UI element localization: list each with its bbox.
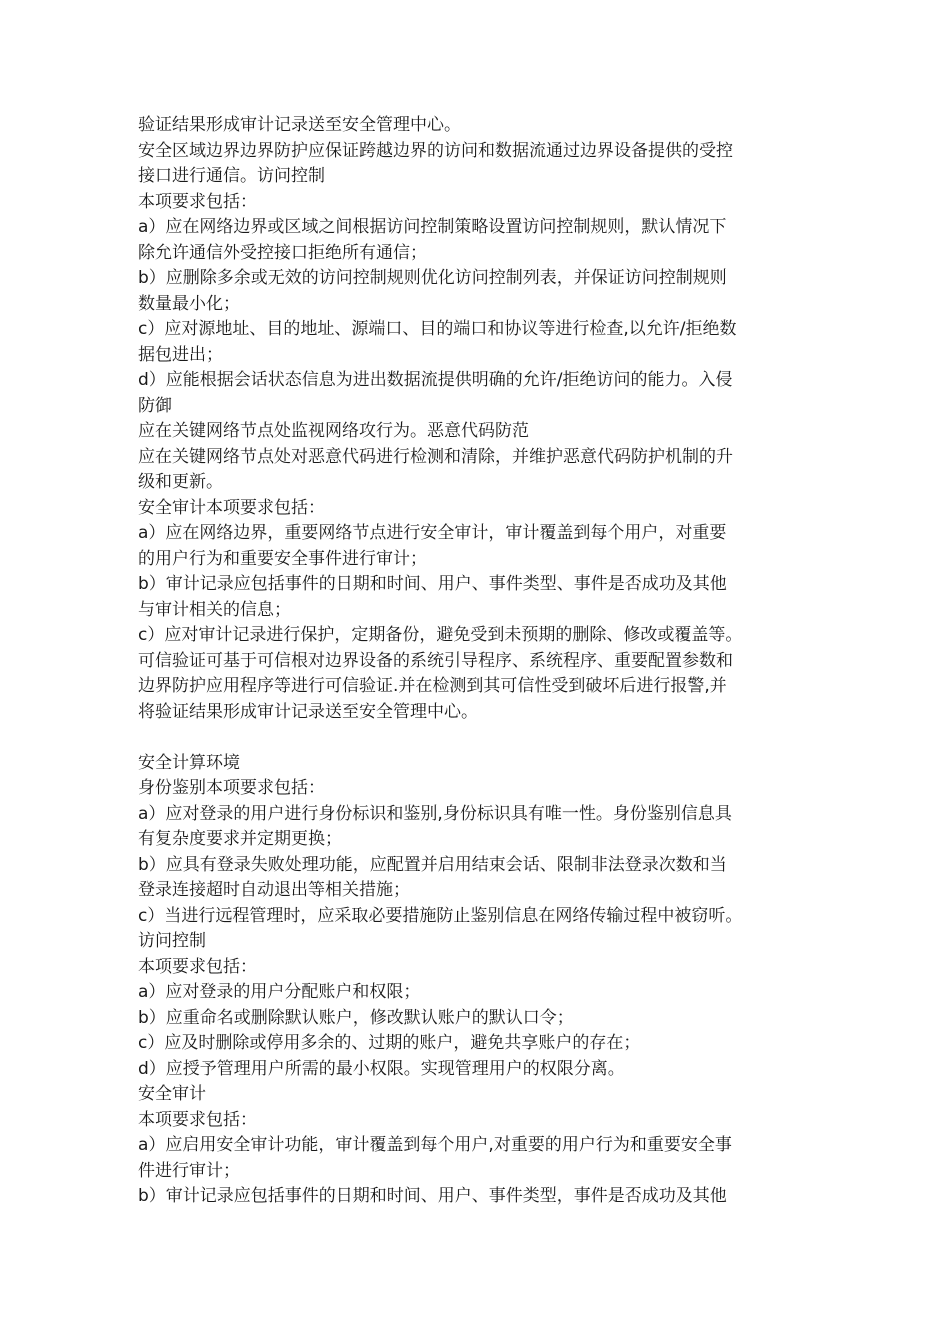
text-line: 与审计相关的信息； [138, 599, 291, 620]
text-line: 身份鉴别本项要求包括： [138, 778, 325, 798]
text-line: b）审计记录应包括事件的日期和时间、用户、事件类型、事件是否成功及其他 [138, 574, 727, 594]
text-line: 安全审计本项要求包括： [138, 497, 325, 518]
text-line: 应在关键网络节点处对恶意代码进行检测和清除，并维护恶意代码防护机制的升 [138, 446, 733, 467]
text-line: 安全审计 [138, 1084, 206, 1104]
text-line: b）审计记录应包括事件的日期和时间、用户、事件类型，事件是否成功及其他 [138, 1186, 727, 1206]
text-line: a）应对登录的用户进行身份标识和鉴别,身份标识具有唯一性。身份鉴别信息具 [138, 803, 732, 824]
section-boundary-security [138, 113, 818, 725]
text-line: c）当进行远程管理时，应采取必要措施防止鉴别信息在网络传输过程中被窃听。 [138, 905, 743, 926]
text-line: a）应在网络边界，重要网络节点进行安全审计，审计覆盖到每个用户，对重要 [138, 523, 727, 543]
text-line: 访问控制 [138, 931, 206, 951]
text-line: d）应授予管理用户所需的最小权限。实现管理用户的权限分离。 [138, 1058, 625, 1079]
text-line: 级和更新。 [138, 472, 223, 492]
text-line: 本项要求包括： [138, 1109, 257, 1130]
text-line: c）应及时删除或停用多余的、过期的账户，避免共享账户的存在； [138, 1033, 641, 1053]
text-line: 除允许通信外受控接口拒绝所有通信； [138, 242, 427, 263]
text-line: 接口进行通信。访问控制 [138, 166, 325, 186]
section-computing-environment [138, 751, 818, 1210]
text-line: a）应在网络边界或区域之间根据访问控制策略设置访问控制规则，默认情况下 [138, 217, 727, 237]
text-line: d）应能根据会话状态信息为进出数据流提供明确的允许/拒绝访问的能力。入侵 [138, 370, 733, 390]
paragraph-gap [138, 725, 818, 751]
text-line: 可信验证可基于可信根对边界设备的系统引导程序、系统程序、重要配置参数和 [138, 650, 733, 671]
text-line: 件进行审计； [138, 1160, 240, 1181]
text-line: 防御 [138, 395, 172, 416]
text-line: b）应删除多余或无效的访问控制规则优化访问控制列表，并保证访问控制规则 [138, 268, 727, 288]
document-page [138, 113, 818, 1210]
text-line: 安全计算环境 [138, 752, 240, 773]
text-line: 将验证结果形成审计记录送至安全管理中心。 [138, 701, 478, 722]
text-line: 的用户行为和重要安全事件进行审计； [138, 548, 427, 569]
text-line: a）应启用安全审计功能，审计覆盖到每个用户,对重要的用户行为和重要安全事 [138, 1135, 732, 1155]
text-line: 本项要求包括： [138, 956, 257, 977]
text-line: 安全区域边界边界防护应保证跨越边界的访问和数据流通过边界设备提供的受控 [138, 140, 733, 161]
text-line: a）应对登录的用户分配账户和权限； [138, 982, 421, 1002]
text-line: c）应对源地址、目的地址、源端口、目的端口和协议等进行检查,以允许/拒绝数 [138, 319, 737, 339]
text-line: 边界防护应用程序等进行可信验证.并在检测到其可信性受到破坏后进行报警,并 [138, 676, 727, 696]
text-line: 据包进出； [138, 344, 223, 365]
text-line: 登录连接超时自动退出等相关措施； [138, 880, 410, 900]
text-line: 应在关键网络节点处监视网络攻行为。恶意代码防范 [138, 421, 529, 441]
text-line: 本项要求包括： [138, 191, 257, 212]
text-line: c）应对审计记录进行保护，定期备份，避免受到未预期的删除、修改或覆盖等。 [138, 625, 743, 645]
text-line: b）应具有登录失败处理功能，应配置并启用结束会话、限制非法登录次数和当 [138, 854, 727, 875]
text-line: 数量最小化； [138, 293, 240, 314]
text-line: 有复杂度要求并定期更换； [138, 829, 342, 849]
text-line: 验证结果形成审计记录送至安全管理中心。 [138, 115, 461, 135]
text-line: b）应重命名或删除默认账户，修改默认账户的默认口令； [138, 1007, 574, 1028]
